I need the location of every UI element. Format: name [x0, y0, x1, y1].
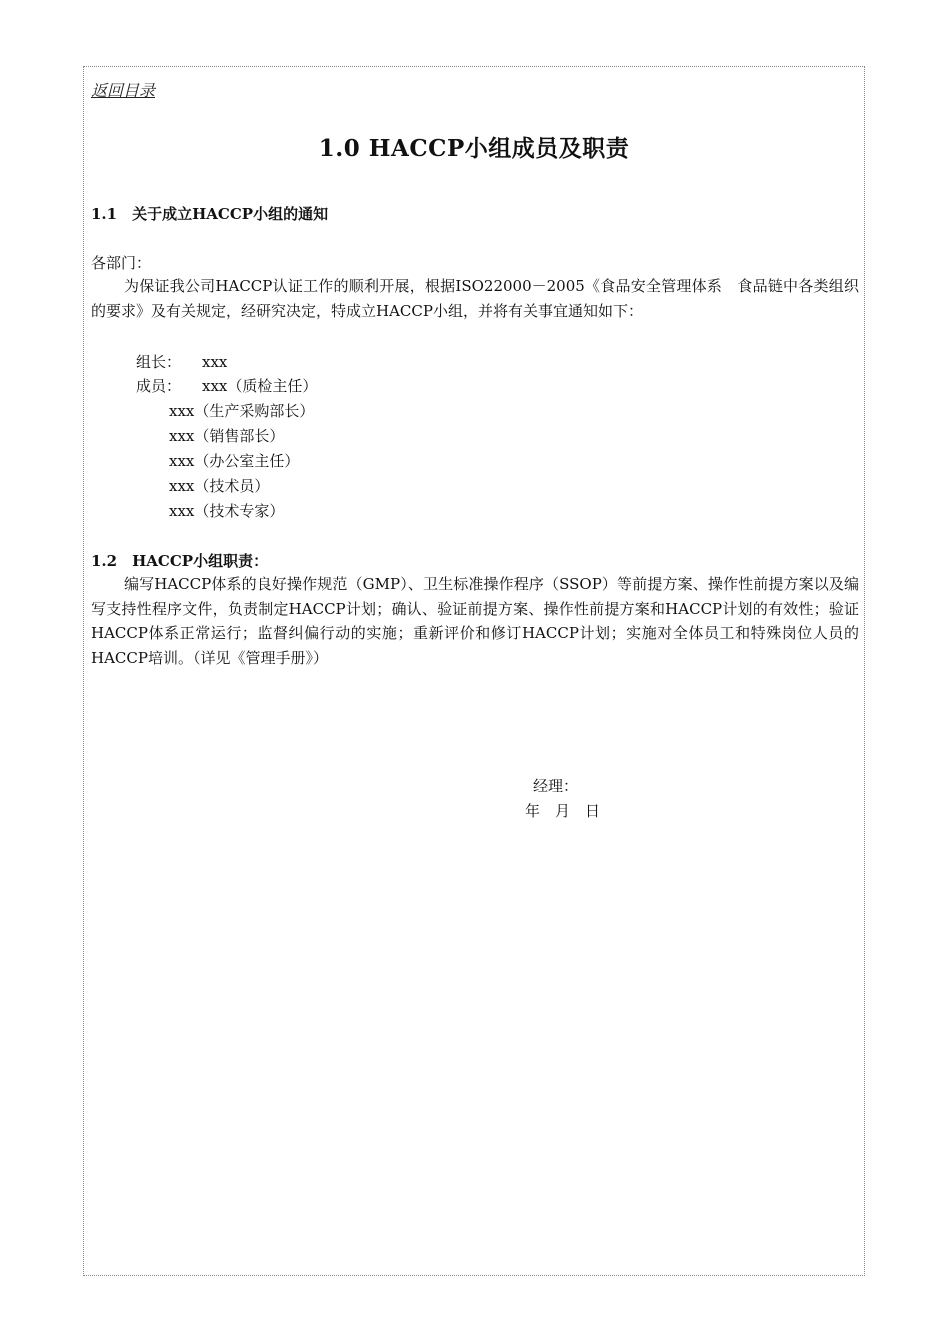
- section-1-heading: 1.1 关于成立HACCP小组的通知: [91, 205, 329, 223]
- notice-body: 为保证我公司HACCP认证工作的顺利开展，根据ISO22000－2005《食品安全管理体系 食品链中各类组织的要求》及有关规定，经研究决定，特成立HACCP小组，并将有关事宜通知如下：: [91, 277, 859, 320]
- member-item: xxx（技术专家）: [169, 502, 285, 520]
- member-item: xxx（技术员）: [169, 477, 270, 495]
- manager-signature-label: 经理：: [533, 777, 579, 795]
- page-title: 1.0 HACCP小组成员及职责: [318, 135, 630, 162]
- member-item: xxx（生产采购部长）: [169, 402, 315, 420]
- salutation: 各部门：: [91, 254, 152, 272]
- date-label: 年 月 日: [525, 802, 601, 820]
- member-item: xxx（办公室主任）: [169, 452, 300, 470]
- member-item: xxx（质检主任）: [202, 377, 318, 395]
- leader-row: [136, 351, 227, 372]
- members-label: 成员：: [136, 377, 182, 395]
- duties-body: 编写HACCP体系的良好操作规范（GMP）、卫生标准操作程序（SSOP）等前提方案、操作性前提方案以及编写支持性程序文件，负责制定HACCP计划；确认、验证前提方案、操作性前提方案和HACCP计划的有效性；验证HACCP体系正常运行；监督纠偏行动的实施；重新评价和修订HACCP计划；实施对全体员工和特殊岗位人员的HACCP培训。（详见《管理手册》）: [91, 575, 859, 667]
- leader-label: 组长：: [136, 353, 182, 371]
- section-2-heading: 1.2 HACCP小组职责：: [91, 552, 269, 570]
- page-border: [83, 66, 865, 1276]
- members-row: [136, 375, 317, 396]
- leader-value: xxx: [202, 353, 228, 371]
- back-to-contents-link[interactable]: 返回目录: [91, 81, 156, 100]
- member-item: xxx（销售部长）: [169, 427, 285, 445]
